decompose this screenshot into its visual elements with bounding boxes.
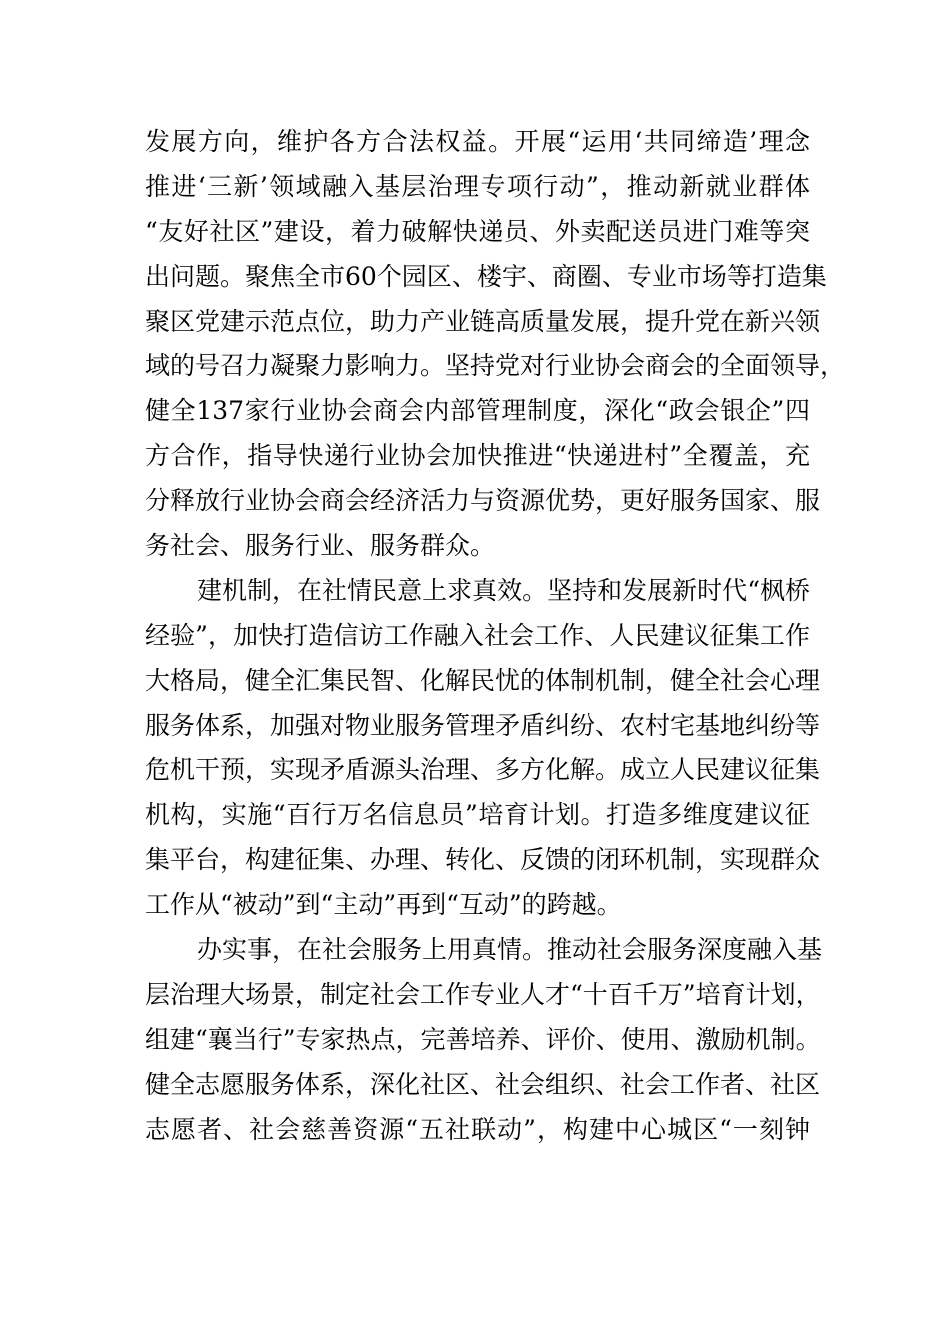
text-line: 推进‘三新’领域融入基层治理专项行动”，推动新就业群体 [145,171,810,201]
text-line: 出问题。聚焦全市60个园区、楼宇、商圈、专业市场等打造集 [145,261,827,291]
paragraph [145,928,823,1152]
text-line: 工作从“被动”到“主动”再到“互动”的跨越。 [145,890,622,920]
text-line: 健全137家行业协会商会内部管理制度，深化“政会银企”四 [145,396,810,426]
text-line: 志愿者、社会慈善资源“五社联动”，构建中心城区“一刻钟 [145,1114,810,1144]
text-line: 务社会、服务行业、服务群众。 [145,531,496,561]
text-line: 分释放行业协会商会经济活力与资源优势，更好服务国家、服 [145,486,821,516]
text-line: 健全志愿服务体系，深化社区、社会组织、社会工作者、社区 [145,1069,821,1099]
paragraph [145,120,846,569]
text-line: 服务体系，加强对物业服务管理矛盾纠纷、农村宅基地纠纷等 [145,710,821,740]
text-line: 方合作，指导快递行业协会加快推进“快递进村”全覆盖，充 [145,441,810,471]
document-page [145,120,846,1152]
text-line: 发展方向，维护各方合法权益。开展“运用‘共同缔造’理念 [145,127,810,156]
text-line: 层治理大场景，制定社会工作专业人才“十百千万”培育计划， [145,979,821,1009]
text-line: 域的号召力凝聚力影响力。坚持党对行业协会商会的全面领导， [145,351,846,381]
text-line: 办实事，在社会服务上用真情。推动社会服务深度融入基 [197,935,823,965]
text-line: 机构，实施“百行万名信息员”培育计划。打造多维度建议征 [145,800,810,830]
text-line: 大格局，健全汇集民智、化解民忧的体制机制，健全社会心理 [145,665,821,695]
text-line: 聚区党建示范点位，助力产业链高质量发展，提升党在新兴领 [145,306,821,336]
paragraph [145,569,821,928]
text-line: 经验”，加快打造信访工作融入社会工作、人民建议征集工作 [145,620,810,650]
text-line: 建机制，在社情民意上求真效。坚持和发展新时代“枫桥 [197,575,810,605]
text-line: 危机干预，实现矛盾源头治理、多方化解。成立人民建议征集 [145,755,821,785]
text-line: 组建“襄当行”专家热点，完善培养、评价、使用、激励机制。 [145,1024,821,1054]
text-line: “友好社区”建设，着力破解快递员、外卖配送员进门难等突 [145,216,810,246]
text-line: 集平台，构建征集、办理、转化、反馈的闭环机制，实现群众 [145,845,821,875]
